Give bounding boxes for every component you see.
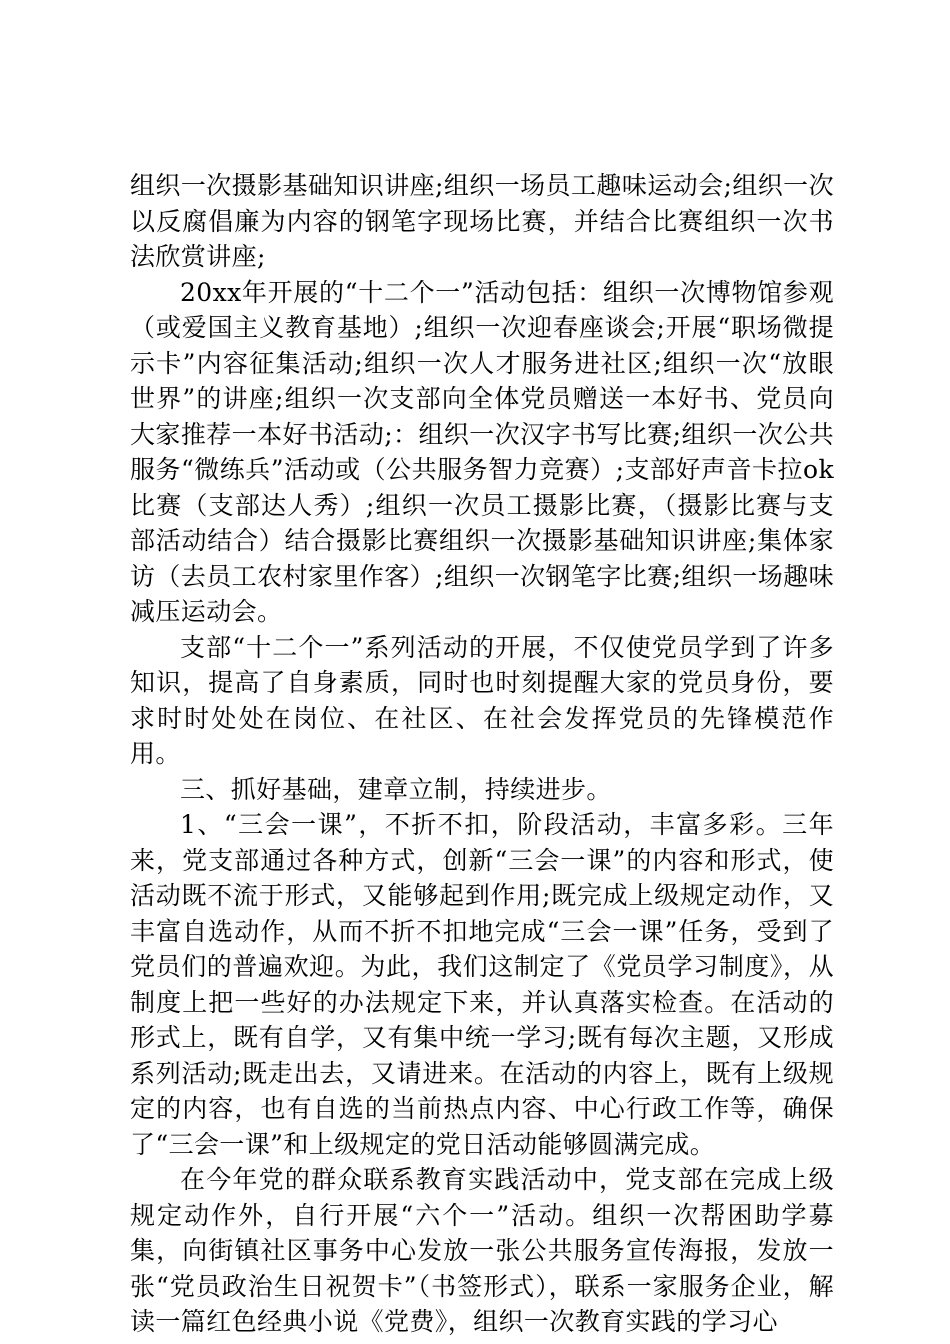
paragraph-1: 组织一次摄影基础知识讲座;组织一场员工趣味运动会;组织一次以反腐倡廉为内容的钢笔字现场比赛，并结合比赛组织一次书法欣赏讲座; [130,171,834,271]
paragraph-4: 1、“三会一课”，不折不扣，阶段活动，丰富多彩。三年来，党支部通过各种方式，创新“三会一课”的内容和形式，使活动既不流于形式，又能够起到作用;既完成上级规定动作，又丰富自选动作，从而不折不扣地完成“三会一课”任务，受到了党员们的普遍欢迎。为此，我们这制定了《党员学习制度》，从制度上把一些好的办法规定下来，并认真落实检查。在活动的形式上，既有自学，又有集中统一学习;既有每次主题，又形成系列活动;既走出去，又请进来。在活动的内容上，既有上级规定的内容，也有自选的当前热点内容、中心行政工作等，确保了“三会一课”和上级规定的党日活动能够圆满完成。 [130,810,834,1159]
paragraph-2: 20xx年开展的“十二个一”活动包括：组织一次博物馆参观（或爱国主义教育基地）;组织一次迎春座谈会;开展“职场微提示卡”内容征集活动;组织一次人才服务进社区;组织一次“放眼世界”的讲座;组织一次支部向全体党员赠送一本好书、党员向大家推荐一本好书活动;：组织一次汉字书写比赛;组织一次公共服务“微练兵”活动或（公共服务智力竞赛）;支部好声音卡拉ok比赛（支部达人秀）;组织一次员工摄影比赛，（摄影比赛与支部活动结合）结合摄影比赛组织一次摄影基础知识讲座;集体家访（去员工农村家里作客）;组织一次钢笔字比赛;组织一场趣味减压运动会。 [130,277,834,626]
document-body [130,168,834,1340]
section-heading: 三、抓好基础，建章立制，持续进步。 [180,774,612,804]
paragraph-3: 支部“十二个一”系列活动的开展，不仅使党员学到了许多知识，提高了自身素质，同时也时刻提醒大家的党员身份，要求时时处处在岗位、在社区、在社会发挥党员的先锋模范作用。 [130,632,834,768]
paragraph-5: 在今年党的群众联系教育实践活动中，党支部在完成上级规定动作外，自行开展“六个一”活动。组织一次帮困助学募集，向街镇社区事务中心发放一张公共服务宣传海报，发放一张“党员政治生日祝贺卡”（书签形式），联系一家服务企业，解读一篇红色经典小说《党费》，组织一次教育实践的学习心 [130,1165,834,1336]
